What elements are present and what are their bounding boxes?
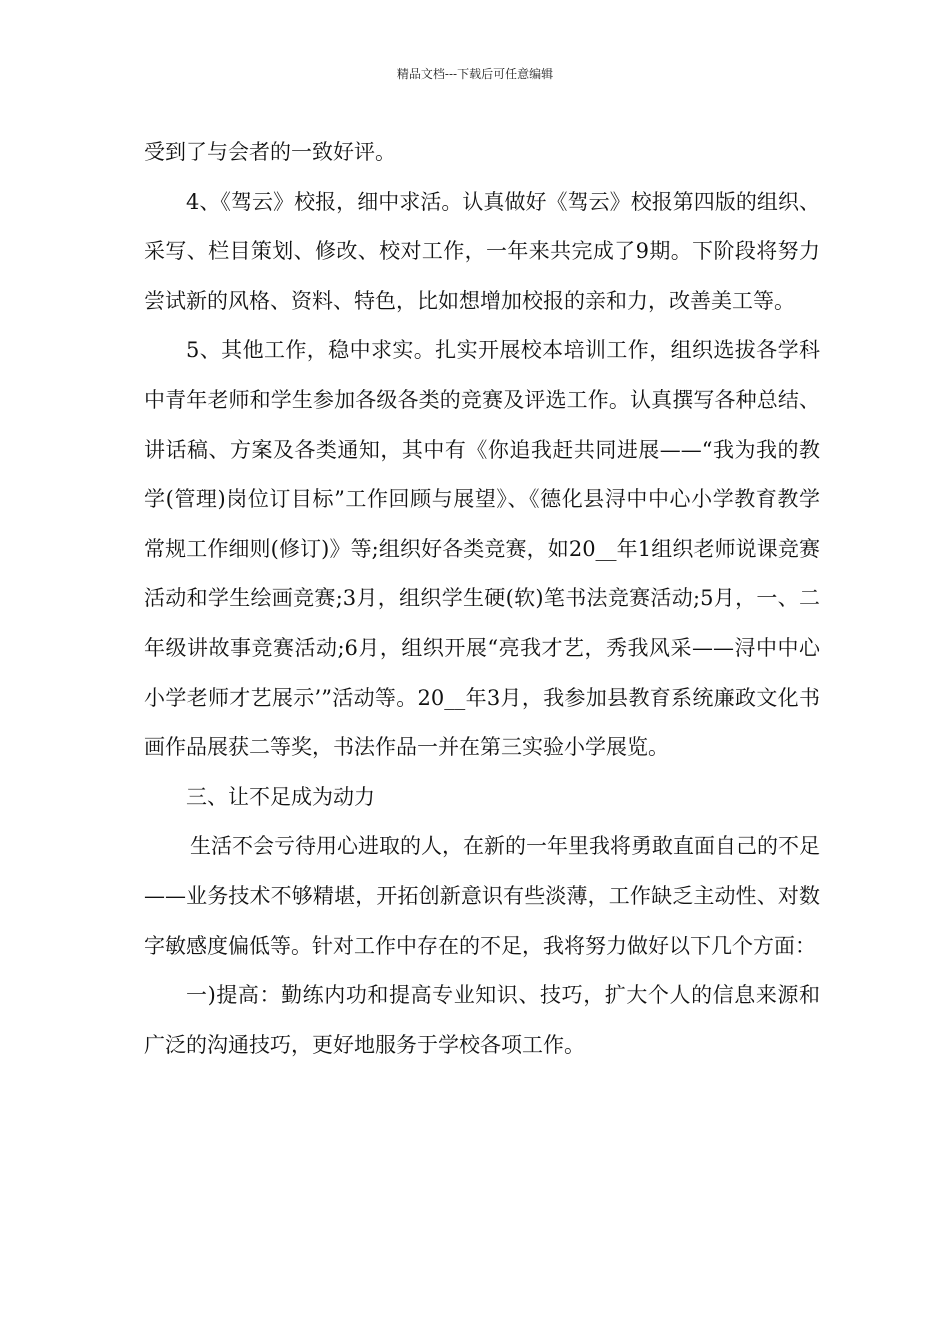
paragraph-school-newspaper: 4、《驾云》校报，细中求活。认真做好《驾云》校报第四版的组织、采写、栏目策划、修改、校对工作，一年来共完成了9期。下阶段将努力尝试新的风格、资料、特色，比如想增加校报的亲和力，改善美工等。 bbox=[144, 189, 820, 313]
paragraph-shortcomings: 生活不会亏待用心进取的人，在新的一年里我将勇敢直面自己的不足——业务技术不够精堪，开拓创新意识有些淡薄，工作缺乏主动性、对数字敏感度偏低等。针对工作中存在的不足，我将努力做好以下几个方面： bbox=[144, 834, 820, 958]
section-heading-shortcomings: 三、让不足成为动力 bbox=[186, 784, 375, 809]
page-header: 精品文档---下载后可任意编辑 bbox=[396, 67, 554, 81]
document-body bbox=[144, 128, 820, 1070]
paragraph-improvement: 一)提高：勤练内功和提高专业知识、技巧，扩大个人的信息来源和广泛的沟通技巧，更好地服务于学校各项工作。 bbox=[144, 983, 820, 1057]
paragraph-other-work: 5、其他工作，稳中求实。扎实开展校本培训工作，组织选拔各学科中青年老师和学生参加各级各类的竞赛及评选工作。认真撰写各种总结、讲话稿、方案及各类通知，其中有《你追我赶共同进展——“我为我的教学(管理)岗位订目标”工作回顾与展望》、《德化县浔中中心小学教育教学常规工作细则(修订)》等;组织好各类竞赛，如20__年1组织老师说课竞赛活动和学生绘画竞赛;3月，组织学生硬(软)笔书法竞赛活动;5月，一、二年级讲故事竞赛活动;6月，组织开展“亮我才艺，秀我风采——浔中中心小学老师才艺展示’”活动等。20__年3月，我参加县教育系统廉政文化书画作品展获二等奖，书法作品一并在第三实验小学展览。 bbox=[144, 338, 820, 760]
paragraph-continuation: 受到了与会者的一致好评。 bbox=[144, 140, 396, 164]
